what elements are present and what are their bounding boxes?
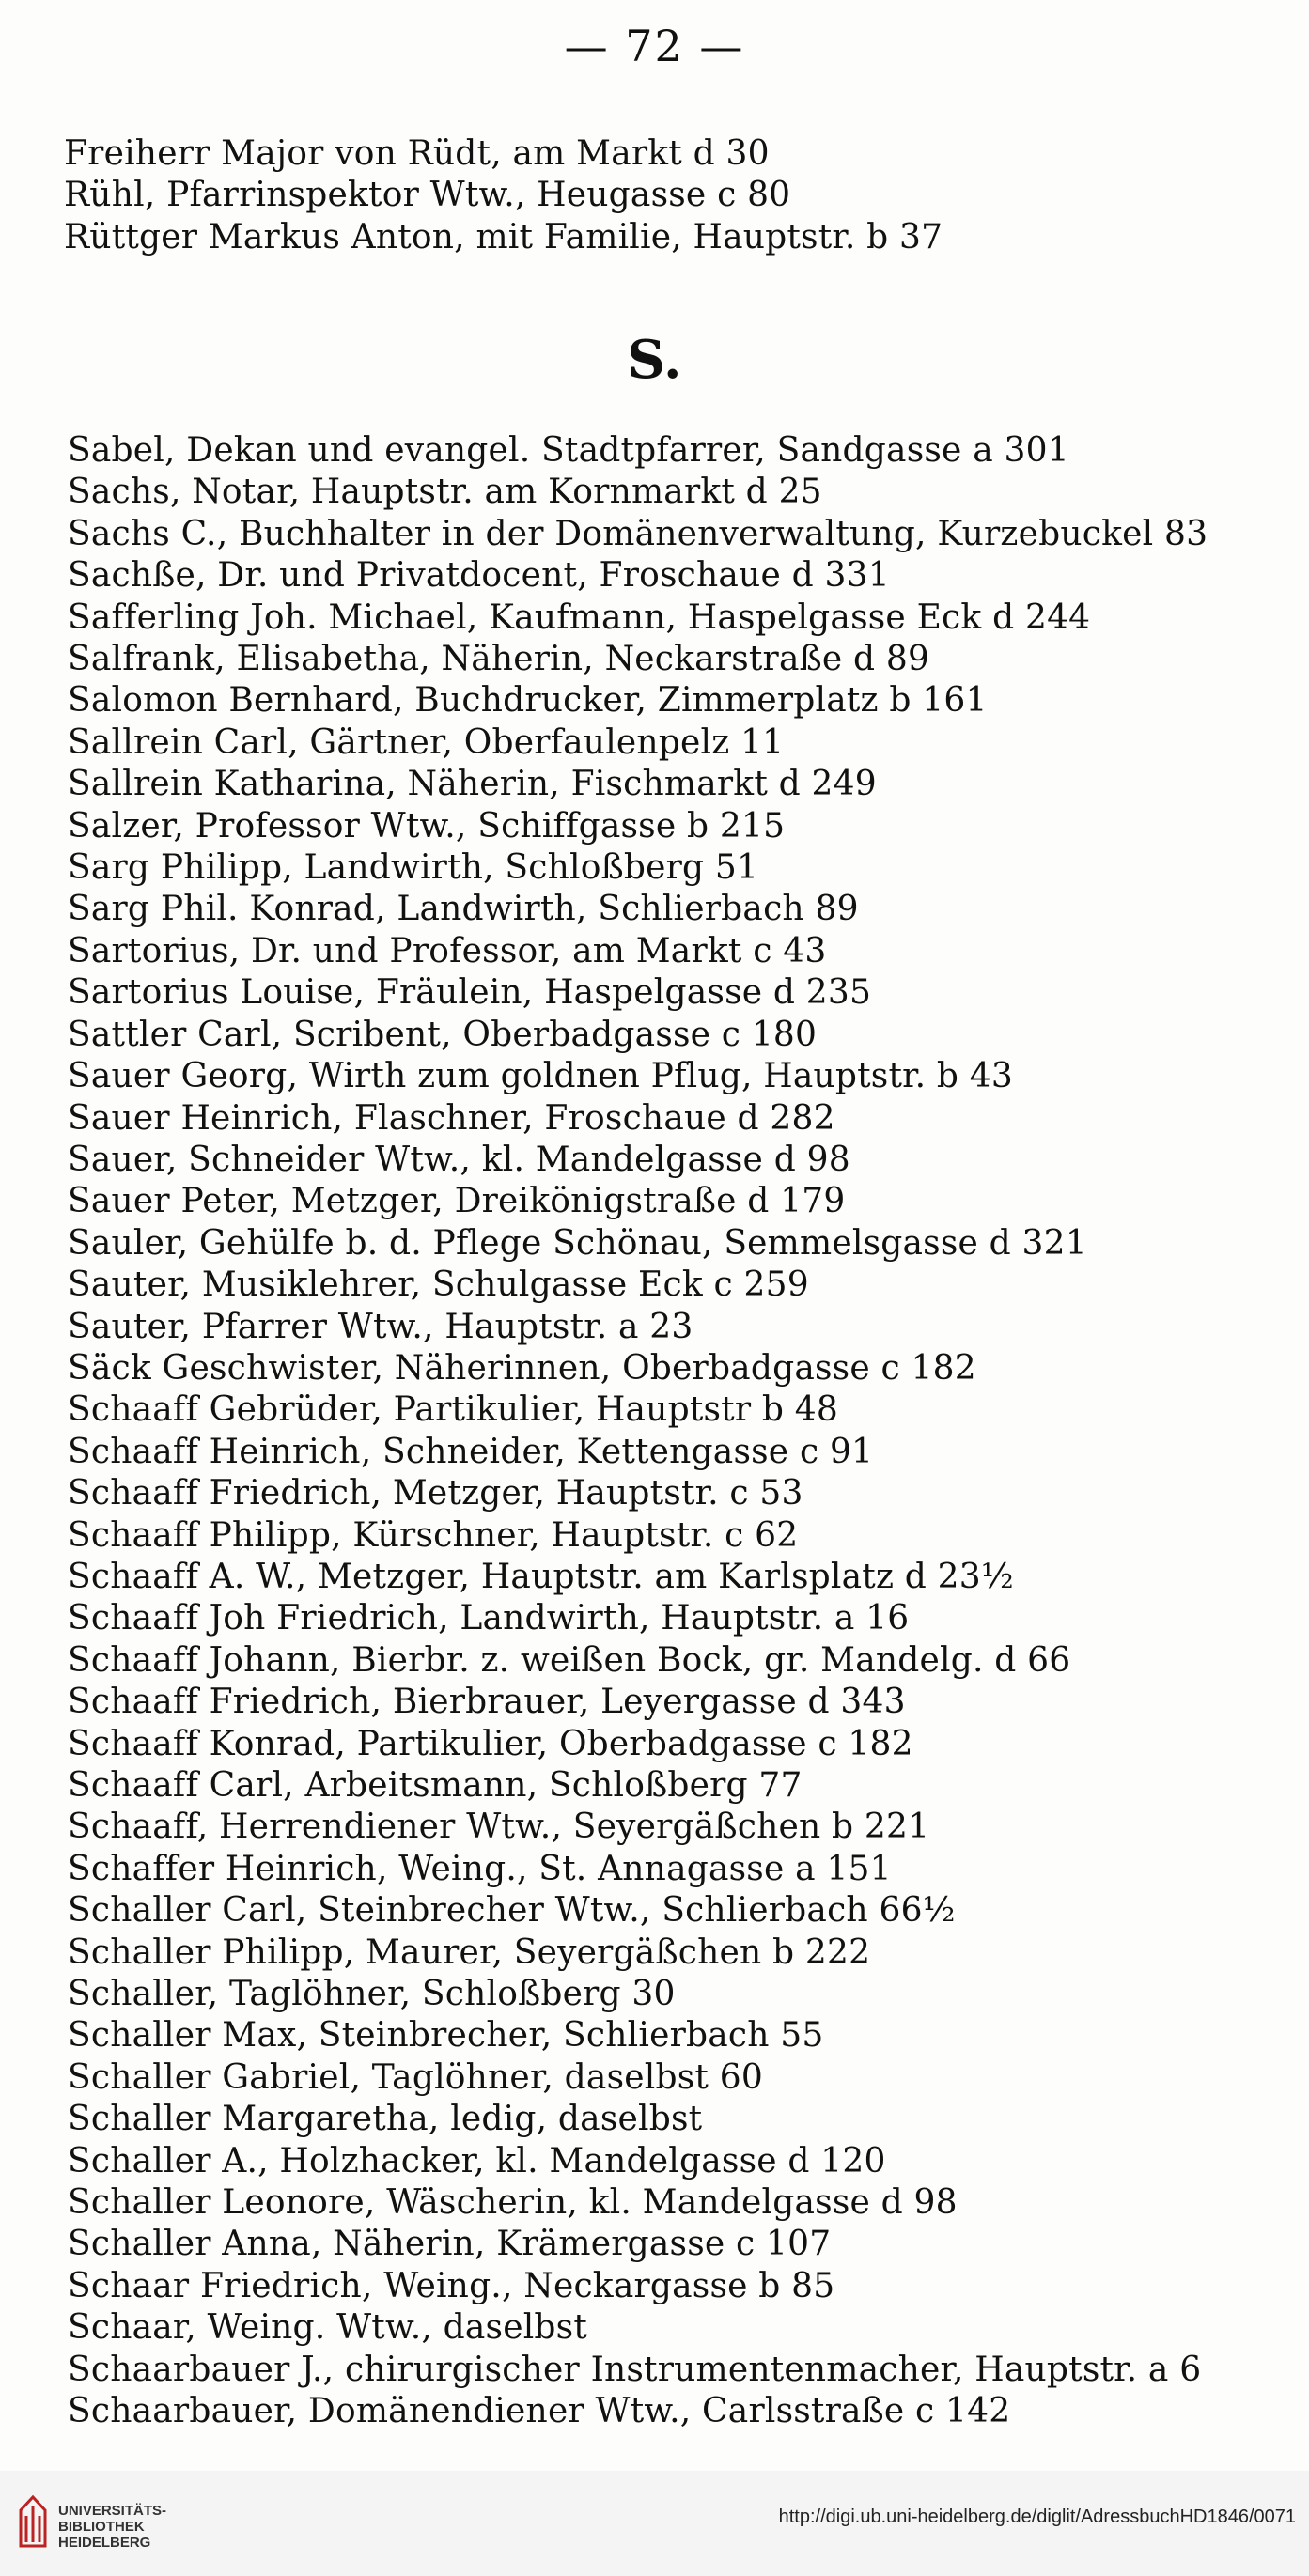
directory-entry: Sauer Peter, Metzger, Dreikönigstraße d 179: [68, 1182, 846, 1221]
directory-entry: Schaller Philipp, Maurer, Seyergäßchen b 222: [68, 1932, 871, 1972]
directory-entry: Sallrein Carl, Gärtner, Oberfaulenpelz 11: [68, 722, 785, 762]
directory-entry: Rühl, Pfarrinspektor Wtw., Heugasse c 80: [64, 176, 791, 215]
directory-entry: Freiherr Major von Rüdt, am Markt d 30: [64, 134, 770, 173]
directory-entry: Salzer, Professor Wtw., Schiffgasse b 215: [68, 806, 786, 846]
directory-entry: Sabel, Dekan und evangel. Stadtpfarrer, Sandgasse a 301: [68, 431, 1069, 470]
directory-entry: Schaller, Taglöhner, Schloßberg 30: [68, 1975, 676, 2014]
directory-entry: Schaaff Joh Friedrich, Landwirth, Hauptstr. a 16: [68, 1599, 910, 1638]
directory-entry: Sauter, Pfarrer Wtw., Hauptstr. a 23: [68, 1307, 693, 1346]
directory-entry: Schaaff A. W., Metzger, Hauptstr. am Karlsplatz d 23½: [68, 1557, 1014, 1596]
source-url-link[interactable]: http://digi.ub.uni-heidelberg.de/diglit/AdressbuchHD1846/0071: [778, 2506, 1296, 2527]
directory-entry: Sallrein Katharina, Näherin, Fischmarkt d 249: [68, 765, 877, 804]
directory-entry: Schaller Carl, Steinbrecher Wtw., Schlierbach 66½: [68, 1891, 956, 1931]
directory-entry: Schaaff Gebrüder, Partikulier, Hauptstr b 48: [68, 1390, 838, 1430]
directory-entry: Schaller Gabriel, Taglöhner, daselbst 60: [68, 2057, 763, 2097]
directory-entry: Schaaff Carl, Arbeitsmann, Schloßberg 77: [68, 1766, 803, 1805]
entries-r-continued: [64, 133, 1267, 258]
directory-entry: Salomon Bernhard, Buchdrucker, Zimmerplatz b 161: [68, 681, 988, 721]
library-name-line: BIBLIOTHEK: [58, 2519, 145, 2535]
library-logo-icon: [17, 2493, 49, 2550]
directory-entry: Säck Geschwister, Näherinnen, Oberbadgasse c 182: [68, 1348, 976, 1388]
directory-entry: Schaaff Friedrich, Metzger, Hauptstr. c 53: [68, 1474, 803, 1513]
directory-entry: Schaaff Friedrich, Bierbrauer, Leyergasse d 343: [68, 1683, 906, 1722]
directory-entry: Sattler Carl, Scribent, Oberbadgasse c 180: [68, 1015, 818, 1054]
entries-s: [68, 430, 1289, 2433]
library-name: [58, 2503, 166, 2551]
directory-entry: Safferling Joh. Michael, Kaufmann, Haspelgasse Eck d 244: [68, 597, 1091, 637]
directory-entry: Schaarbauer, Domänendiener Wtw., Carlsstraße c 142: [68, 2392, 1011, 2431]
directory-entry: Sauer Heinrich, Flaschner, Froschaue d 282: [68, 1098, 835, 1138]
directory-entry: Sauer, Schneider Wtw., kl. Mandelgasse d 98: [68, 1140, 850, 1179]
directory-entry: Sachs, Notar, Hauptstr. am Kornmarkt d 25: [68, 473, 822, 512]
directory-entry: Schaar Friedrich, Weing., Neckargasse b 85: [68, 2266, 835, 2305]
directory-entry: Sartorius, Dr. und Professor, am Markt c 43: [68, 931, 827, 970]
directory-entry: Schaar, Weing. Wtw., daselbst: [68, 2308, 588, 2348]
directory-entry: Sachße, Dr. und Privatdocent, Froschaue d 331: [68, 556, 890, 596]
directory-entry: Schaller A., Holzhacker, kl. Mandelgasse d 120: [68, 2141, 886, 2180]
directory-entry: Schaaff Johann, Bierbr. z. weißen Bock, gr. Mandelg. d 66: [68, 1640, 1071, 1680]
directory-entry: Schaaff Konrad, Partikulier, Oberbadgasse c 182: [68, 1724, 913, 1763]
directory-entry: Rüttger Markus Anton, mit Familie, Hauptstr. b 37: [64, 217, 943, 256]
library-name-line: HEIDELBERG: [58, 2535, 151, 2551]
directory-entry: Schaller Leonore, Wäscherin, kl. Mandelgasse d 98: [68, 2183, 958, 2223]
directory-entry: Sachs C., Buchhalter in der Domänenverwaltung, Kurzebuckel 83: [68, 514, 1208, 553]
directory-entry: Salfrank, Elisabetha, Näherin, Neckarstraße d 89: [68, 640, 930, 679]
directory-entry: Sarg Phil. Konrad, Landwirth, Schlierbach 89: [68, 890, 859, 929]
directory-entry: Sauer Georg, Wirth zum goldnen Pflug, Hauptstr. b 43: [68, 1057, 1013, 1096]
page-number: — 72 —: [564, 21, 745, 71]
directory-entry: Schaller Anna, Näherin, Krämergasse c 107: [68, 2225, 832, 2264]
directory-entry: Schaaff Philipp, Kürschner, Hauptstr. c 62: [68, 1515, 799, 1555]
directory-entry: Sarg Philipp, Landwirth, Schloßberg 51: [68, 848, 759, 888]
directory-entry: Schaller Margaretha, ledig, daselbst: [68, 2100, 703, 2139]
library-name-line: UNIVERSITÄTS-: [58, 2503, 167, 2519]
directory-entry: Schaller Max, Steinbrecher, Schlierbach 55: [68, 2016, 824, 2056]
section-letter-heading: S.: [627, 329, 682, 391]
directory-entry: Sauler, Gehülfe b. d. Pflege Schönau, Semmelsgasse d 321: [68, 1223, 1087, 1263]
directory-entry: Schaaff Heinrich, Schneider, Kettengasse c 91: [68, 1432, 874, 1471]
directory-entry: Schaarbauer J., chirurgischer Instrumentenmacher, Hauptstr. a 6: [68, 2350, 1202, 2389]
directory-entry: Sartorius Louise, Fräulein, Haspelgasse d 235: [68, 973, 872, 1013]
directory-entry: Schaaff, Herrendiener Wtw., Seyergäßchen b 221: [68, 1808, 930, 1847]
directory-entry: Schaffer Heinrich, Weing., St. Annagasse a 151: [68, 1849, 892, 1888]
directory-entry: Sauter, Musiklehrer, Schulgasse Eck c 259: [68, 1265, 809, 1305]
